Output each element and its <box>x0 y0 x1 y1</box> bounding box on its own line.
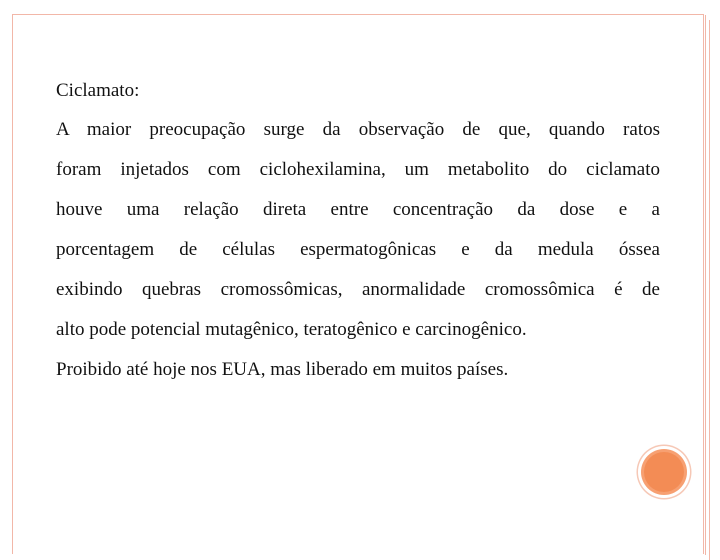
paragraph-line: foram injetados com ciclohexilamina, um metabolito do ciclamato <box>56 159 660 180</box>
slide-heading: Ciclamato: <box>56 80 140 101</box>
closing-line: Proibido até hoje nos EUA, mas liberado em muitos países. <box>56 359 509 380</box>
decorative-circle-icon <box>641 449 687 495</box>
paragraph-line: alto pode potencial mutagênico, teratogênico e carcinogênico. <box>56 319 527 340</box>
body-paragraph <box>56 110 660 350</box>
paragraph-line: houve uma relação direta entre concentração da dose e a <box>56 199 660 220</box>
paragraph-line: A maior preocupação surge da observação de que, quando ratos <box>56 119 660 140</box>
slide-content <box>56 72 660 390</box>
paragraph-line: porcentagem de células espermatogônicas e da medula óssea <box>56 239 660 260</box>
paragraph-line: exibindo quebras cromossômicas, anormalidade cromossômica é de <box>56 279 660 300</box>
